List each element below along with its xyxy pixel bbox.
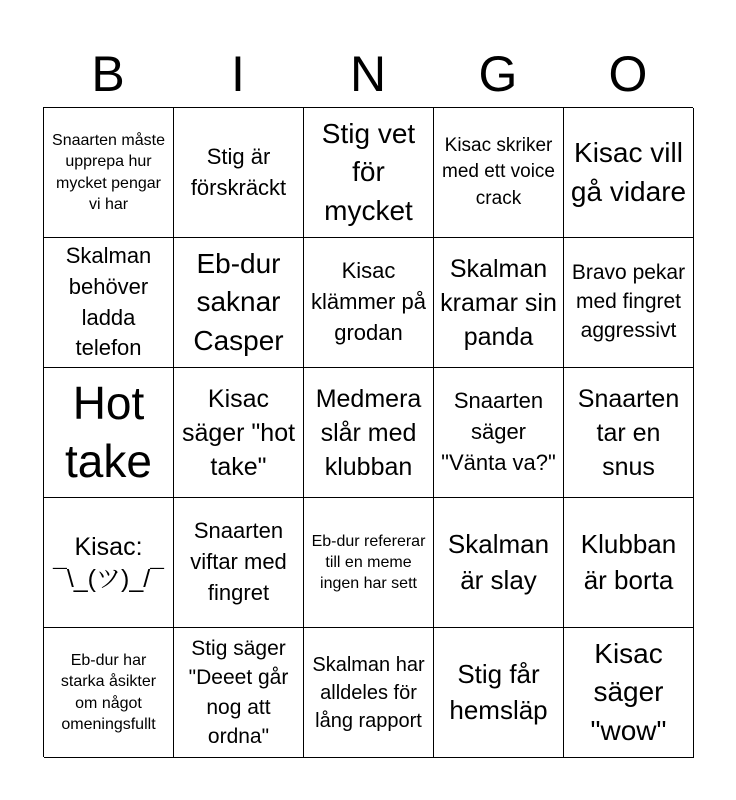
bingo-cell[interactable]: Snaarten måste upprepa hur mycket pengar vi har	[44, 108, 174, 238]
bingo-cell[interactable]: Snaarten viftar med fingret	[174, 498, 304, 628]
header-letter-b: B	[91, 46, 125, 102]
bingo-cell[interactable]: Klubban är borta	[564, 498, 694, 628]
bingo-cell[interactable]: Stig får hemsläp	[434, 628, 564, 758]
bingo-cell[interactable]: Skalman har alldeles för lång rapport	[304, 628, 434, 758]
bingo-cell[interactable]: Stig är förskräckt	[174, 108, 304, 238]
bingo-cell[interactable]: Skalman kramar sin panda	[434, 238, 564, 368]
bingo-cell[interactable]: Kisac: ¯\_(ツ)_/¯	[44, 498, 174, 628]
header-letter-g: G	[478, 46, 518, 102]
bingo-cell[interactable]: Hot take	[44, 368, 174, 498]
bingo-cell[interactable]: Eb-dur refererar till en meme ingen har sett	[304, 498, 434, 628]
bingo-cell[interactable]: Snaarten tar en snus	[564, 368, 694, 498]
bingo-cell[interactable]: Kisac klämmer på grodan	[304, 238, 434, 368]
bingo-cell[interactable]: Eb-dur har starka åsikter om något omeningsfullt	[44, 628, 174, 758]
bingo-cell[interactable]: Snaarten säger "Vänta va?"	[434, 368, 564, 498]
header-letter-o: O	[608, 46, 648, 102]
bingo-cell[interactable]: Bravo pekar med fingret aggressivt	[564, 238, 694, 368]
bingo-cell[interactable]: Skalman behöver ladda telefon	[44, 238, 174, 368]
bingo-cell[interactable]: Eb-dur saknar Casper	[174, 238, 304, 368]
bingo-cell[interactable]: Medmera slår med klubban	[304, 368, 434, 498]
header-letter-i: I	[231, 46, 245, 102]
bingo-cell[interactable]: Kisac skriker med ett voice crack	[434, 108, 564, 238]
bingo-cell[interactable]: Kisac vill gå vidare	[564, 108, 694, 238]
bingo-cell[interactable]: Kisac säger "hot take"	[174, 368, 304, 498]
bingo-grid	[43, 107, 693, 757]
bingo-header	[43, 40, 693, 108]
bingo-cell[interactable]: Kisac säger "wow"	[564, 628, 694, 758]
bingo-cell[interactable]: Skalman är slay	[434, 498, 564, 628]
bingo-cell[interactable]: Stig säger "Deeet går nog att ordna"	[174, 628, 304, 758]
header-letter-n: N	[349, 46, 387, 102]
bingo-cell[interactable]: Stig vet för mycket	[304, 108, 434, 238]
